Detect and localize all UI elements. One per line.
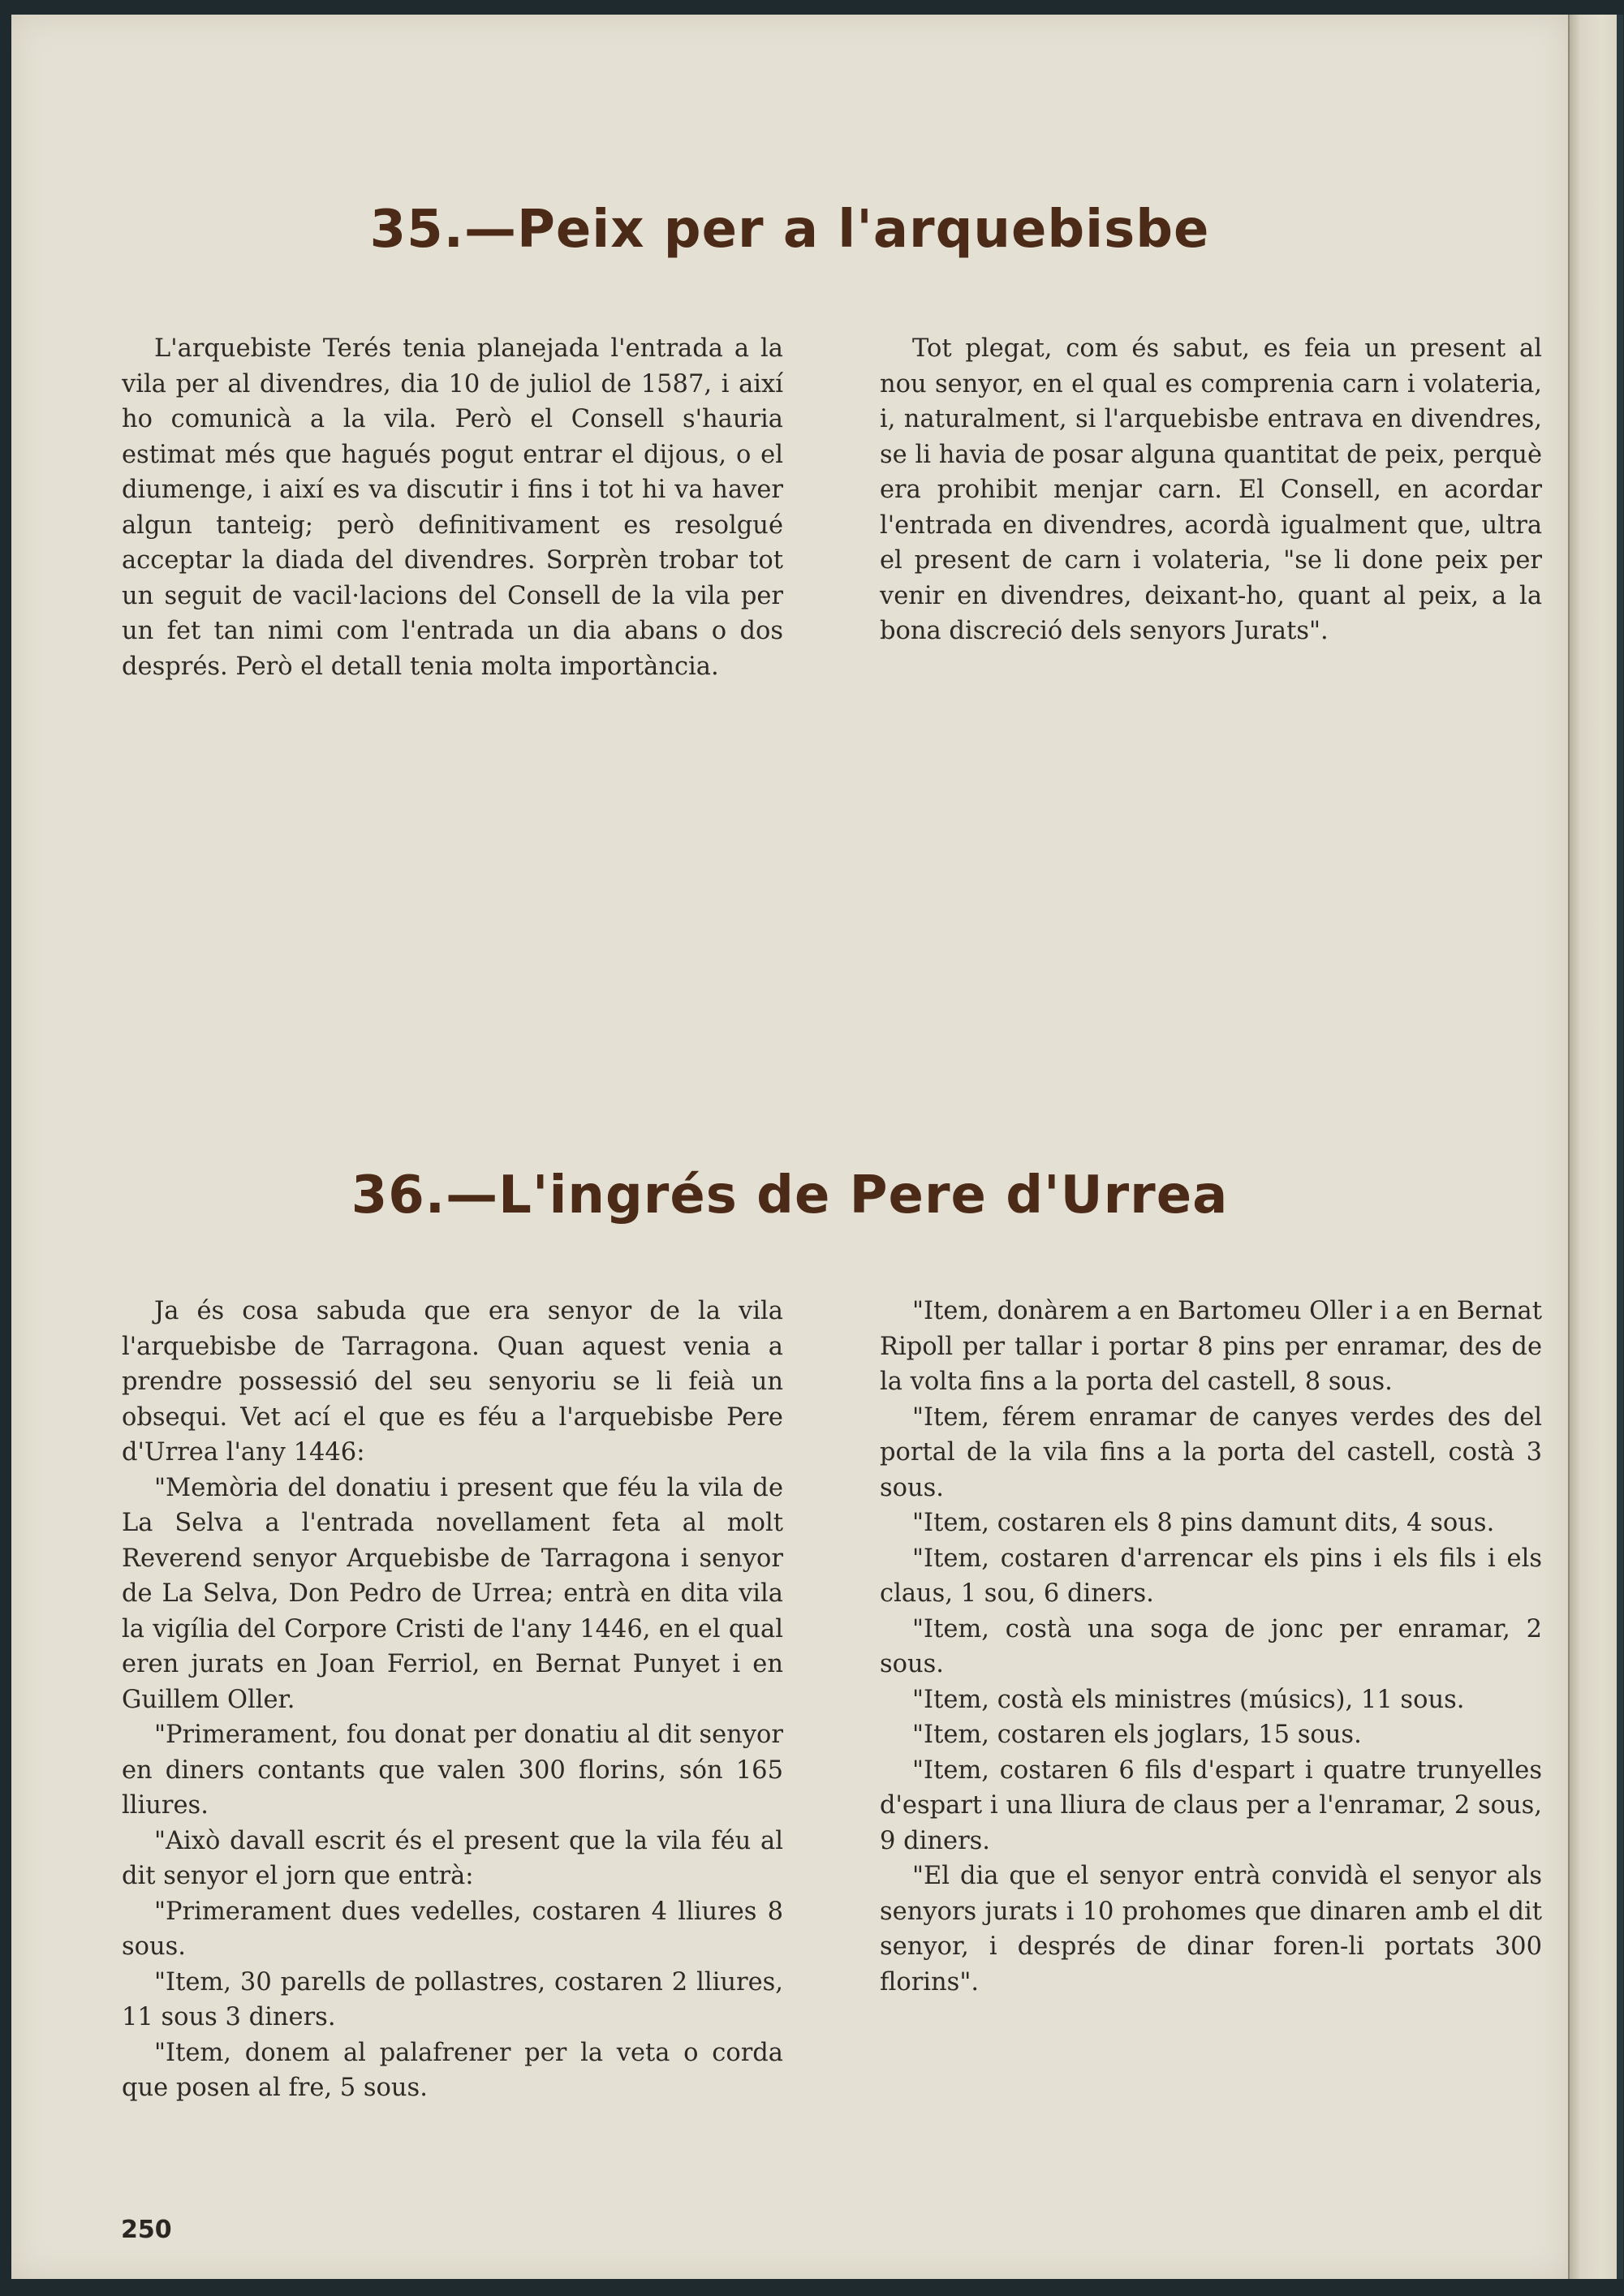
adjacent-page-edge [1568,15,1623,2279]
section-36-left-column [122,1294,783,2106]
paragraph: L'arquebiste Terés tenia planejada l'entrada a la vila per al divendres, dia 10 de juliol de 1587, i així ho comunicà a la vila. Però el Consell s'hauria estimat més que hagués pogut entrar el dijous, o el diumenge, i així es va discutir i fins i tot hi va haver algun tanteig; però definitivament es resolgué acceptar la diada del divendres. Sorprèn trobar tot un seguit de vacil·lacions del Consell de la vila per un fet tan nimi com l'entrada un dia abans o dos després. Però el detall tenia molta importància. [122,334,783,681]
paragraph: "Item, donem al palafrener per la veta o corda que posen al fre, 5 sous. [122,2038,783,2102]
paragraph: "Item, costaren d'arrencar els pins i els fils i els claus, 1 sou, 6 diners. [880,1544,1542,1608]
paragraph: Ja és cosa sabuda que era senyor de la vila l'arquebisbe de Tarragona. Quan aquest venia a prendre possessió del seu senyoriu se li feià un obsequi. Vet ací el que es féu a l'arquebisbe Pere d'Urrea l'any 1446: [122,1297,783,1467]
paragraph: "Item, costaren 6 fils d'espart i quatre trunyelles d'espart i una lliura de claus per a l'enramar, 2 sous, 9 diners. [880,1755,1542,1855]
paragraph: "El dia que el senyor entrà convidà el senyor als senyors jurats i 10 prohomes que dinaren amb el dit senyor, i després de dinar foren-li portats 300 florins". [880,1862,1542,1997]
paragraph: "Memòria del donatiu i present que féu la vila de La Selva a l'entrada novellament feta al molt Reverend senyor Arquebisbe de Tarragona i senyor de La Selva, Don Pedro de Urrea; entrà en dita vila la vigília del Corpore Cristi de l'any 1446, en el qual eren jurats en Joan Ferriol, en Bernat Punyet i en Guillem Oller. [122,1473,783,1714]
paragraph: "Això davall escrit és el present que la vila féu al dit senyor el jorn que entrà: [122,1826,783,1890]
paragraph: Tot plegat, com és sabut, es feia un present al nou senyor, en el qual es comprenia carn i volateria, i, naturalment, si l'arquebisbe entrava en divendres, se li havia de posar alguna quantitat de peix, perquè era prohibit menjar carn. El Consell, en acordar l'entrada en divendres, acordà igualment que, ultra el present de carn i volateria, "se li done peix per venir en divendres, deixant-ho, quant al peix, a la bona discreció dels senyors Jurats". [880,334,1542,645]
paragraph: "Item, costà una soga de jonc per enramar, 2 sous. [880,1614,1542,1678]
section-35-left-column [122,331,783,684]
paragraph: "Item, 30 parells de pollastres, costaren 2 lliures, 11 sous 3 diners. [122,1967,783,2031]
paragraph: "Item, costaren els 8 pins damunt dits, 4 sous. [912,1509,1495,1537]
section-35-title: 35.—Peix per a l'arquebisbe [369,200,1210,260]
paragraph: "Item, donàrem a en Bartomeu Oller i a en Bernat Ripoll per tallar i portar 8 pins per enramar, des de la volta fins a la porta del castell, 8 sous. [880,1297,1542,1396]
book-page [11,15,1568,2279]
paragraph: "Item, férem enramar de canyes verdes des del portal de la vila fins a la porta del castell, costà 3 sous. [880,1402,1542,1502]
paragraph: "Item, costà els ministres (músics), 11 sous. [912,1685,1465,1714]
paragraph: "Item, costaren els joglars, 15 sous. [912,1721,1362,1749]
paragraph: "Primerament, fou donat per donatiu al dit senyor en diners contants que valen 300 florins, són 165 lliures. [122,1721,783,1820]
book-edge-shadow [1617,15,1623,2279]
section-35-right-column [880,331,1542,649]
section-36-right-column [880,1294,1542,2000]
page-number: 250 [121,2216,172,2244]
paragraph: "Primerament dues vedelles, costaren 4 lliures 8 sous. [122,1897,783,1961]
section-36-title: 36.—L'ingrés de Pere d'Urrea [351,1165,1229,1226]
